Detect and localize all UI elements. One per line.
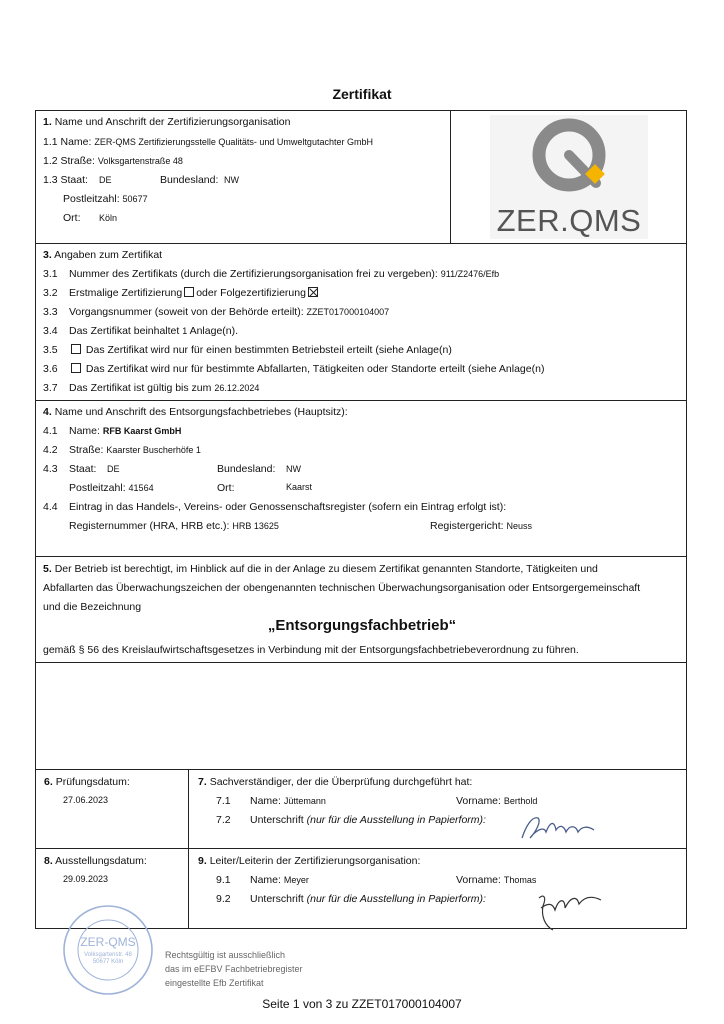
company-land: NW — [286, 464, 301, 474]
page-footer: Seite 1 von 3 zu ZZET017000104007 — [262, 997, 462, 1011]
process-number: ZZET017000104007 — [306, 307, 390, 317]
item-3-1: 3.1 — [43, 268, 58, 280]
company-street: Kaarster Buscherhöfe 1 — [106, 445, 201, 455]
certificate-number: 911/Z2476/Efb — [440, 269, 500, 279]
org-city-value: Köln — [99, 213, 118, 223]
section-1-box — [35, 110, 687, 244]
field-label: 1.2 Straße: — [43, 155, 95, 167]
logo-text: ZER.QMS — [496, 203, 642, 238]
org-name-value: ZER-QMS Zertifizierungsstelle Qualitäts- und Umweltgutachter GmbH — [94, 137, 373, 147]
valid-until-date: 26.12.2024 — [214, 383, 260, 393]
company-state: DE — [107, 464, 120, 474]
head-first-name: Thomas — [503, 875, 537, 885]
section-heading: Angaben zum Zertifikat — [54, 249, 163, 261]
company-zip: 41564 — [128, 483, 154, 493]
field-label: Bundesland: — [160, 174, 219, 186]
section-5-box: 5. Der Betrieb ist berechtigt, im Hinblick auf die in der Anlage zu diesem Zertifikat genannten Standorte, Tätigkeiten und Abfallarten das Überwachungszeichen der obengenannten technischen Überwachungsorganisation oder Entsorgergemeinschaft und die Bezeichnung „Entsorgungsfachbetrieb“ gemäß § 56 des Kreislaufwirtschaftsgesetzes in Verbindung mit der Entsorgungsfachbetriebeverordnung zu führen. — [35, 556, 687, 663]
field-label: Postleitzahl: — [63, 193, 120, 205]
document-title: Zertifikat — [332, 86, 392, 102]
seal-stamp-icon — [60, 902, 156, 998]
section-4-box: 4. Name und Anschrift des Entsorgungsfachbetriebes (Hauptsitz): 4.1 Name: RFB Kaarst GmbH 4.2 Straße: Kaarster Buscherhöfe 1 4.3 Staat: DE Bundesland: NW Postleitzahl: 41564 Ort: Kaarst 4.4 Eintrag in das Handels-, Vereins- oder Genossenschaftsregister (sofern ein Eintrag erfolgt ist): Registernummer (HRA, HRB etc.): HRB 13625 Registergericht: Neuss — [35, 400, 687, 557]
company-city: Kaarst — [286, 482, 313, 492]
org-state-value: DE — [99, 175, 112, 185]
section-heading: Name und Anschrift der Zertifizierungsorganisation — [54, 116, 291, 128]
section-heading: Name und Anschrift des Entsorgungsfachbetriebes (Hauptsitz): — [54, 406, 348, 418]
signature-area: 6. Prüfungsdatum: 27.06.2023 7. Sachverständiger, der die Überprüfung durchgeführt hat: 7.1 Name: Jüttemann Vorname: Berthold 7.2 Unterschrift (nur für die Ausstellung in Papierform): 8. Ausstellungsdatum: 29.09.2023 9. Leiter/Leiterin der Zertifizierungsorganisation: 9.1 Name: Meyer Vorname: Thomas 9.2 Unterschrift (nur für die Ausstellung in Papierform): — [35, 769, 687, 929]
field-label: Prüfungsdatum: — [55, 776, 130, 788]
section-number: 3. — [43, 249, 52, 261]
field-label: 1.1 Name: — [43, 136, 92, 148]
org-zip-value: 50677 — [122, 194, 148, 204]
register-court: Neuss — [506, 521, 532, 531]
company-name: RFB Kaarst GmbH — [102, 426, 182, 436]
stamp-note-line-3: eingestellte Efb Zertifikat — [165, 978, 264, 988]
zer-qms-logo — [490, 115, 648, 239]
section-number: 1. — [43, 116, 52, 128]
head-last-name: Meyer — [283, 875, 309, 885]
blank-area — [35, 662, 687, 770]
org-land-value: NW — [224, 175, 239, 185]
stamp-note-line-1: Rechtsgültig ist ausschließlich — [165, 950, 286, 960]
section-3-box: 3. Angaben zum Zertifikat 3.1 Nummer des Zertifikats (durch die Zertifizierungsorganisation frei zu vergeben): 911/Z2476/Efb 3.2 Erstmalige Zertifizierung oder Folgezertifizierung 3.3 Vorgangsnummer (soweit von der Behörde erteilt): ZZET017000104007 3.4 Das Zertifikat beinhaltet 1 Anlage(n). 3.5 Das Zertifikat wird nur für einen bestimmten Betriebsteil erteilt (siehe Anlage(n) 3.6 Das Zertifikat wird nur für bestimmte Abfallarten, Tätigkeiten oder Standorte erteilt (siehe Anlage(n) 3.7 Das Zertifikat ist gültig bis zum 26.12.2024 — [35, 243, 687, 401]
inspection-date: 27.06.2023 — [63, 795, 109, 805]
expert-first-name: Berthold — [503, 796, 538, 806]
attachment-count: 1 — [182, 326, 188, 336]
field-label: Ausstellungsdatum: — [55, 855, 147, 867]
specific-waste-checkbox[interactable] — [71, 363, 81, 373]
business-unit-checkbox[interactable] — [71, 344, 81, 354]
svg-text:Volksgartenstr. 48: Volksgartenstr. 48 — [84, 952, 132, 958]
expert-last-name: Jüttemann — [283, 796, 326, 806]
stamp-note-line-2: das im eEFBV Fachbetriebregister — [165, 964, 303, 974]
issue-date: 29.09.2023 — [63, 874, 109, 884]
field-label: 1.3 Staat: — [43, 174, 88, 186]
head-signature-icon — [531, 886, 611, 934]
designation-title: „Entsorgungsfachbetrieb“ — [267, 617, 457, 634]
follow-up-certification-checkbox[interactable] — [308, 287, 318, 297]
org-street-value: Volksgartenstraße 48 — [97, 156, 183, 166]
expert-signature-icon — [516, 808, 606, 844]
svg-text:ZER-QMS: ZER-QMS — [80, 935, 136, 949]
first-certification-checkbox[interactable] — [184, 287, 194, 297]
section-number: 4. — [43, 406, 52, 418]
field-label: Ort: — [63, 212, 81, 224]
section-number: 5. — [43, 563, 52, 575]
svg-text:50677 Köln: 50677 Köln — [92, 959, 124, 965]
register-number: HRB 13625 — [232, 521, 279, 531]
logo-q-mark-icon — [490, 115, 648, 201]
